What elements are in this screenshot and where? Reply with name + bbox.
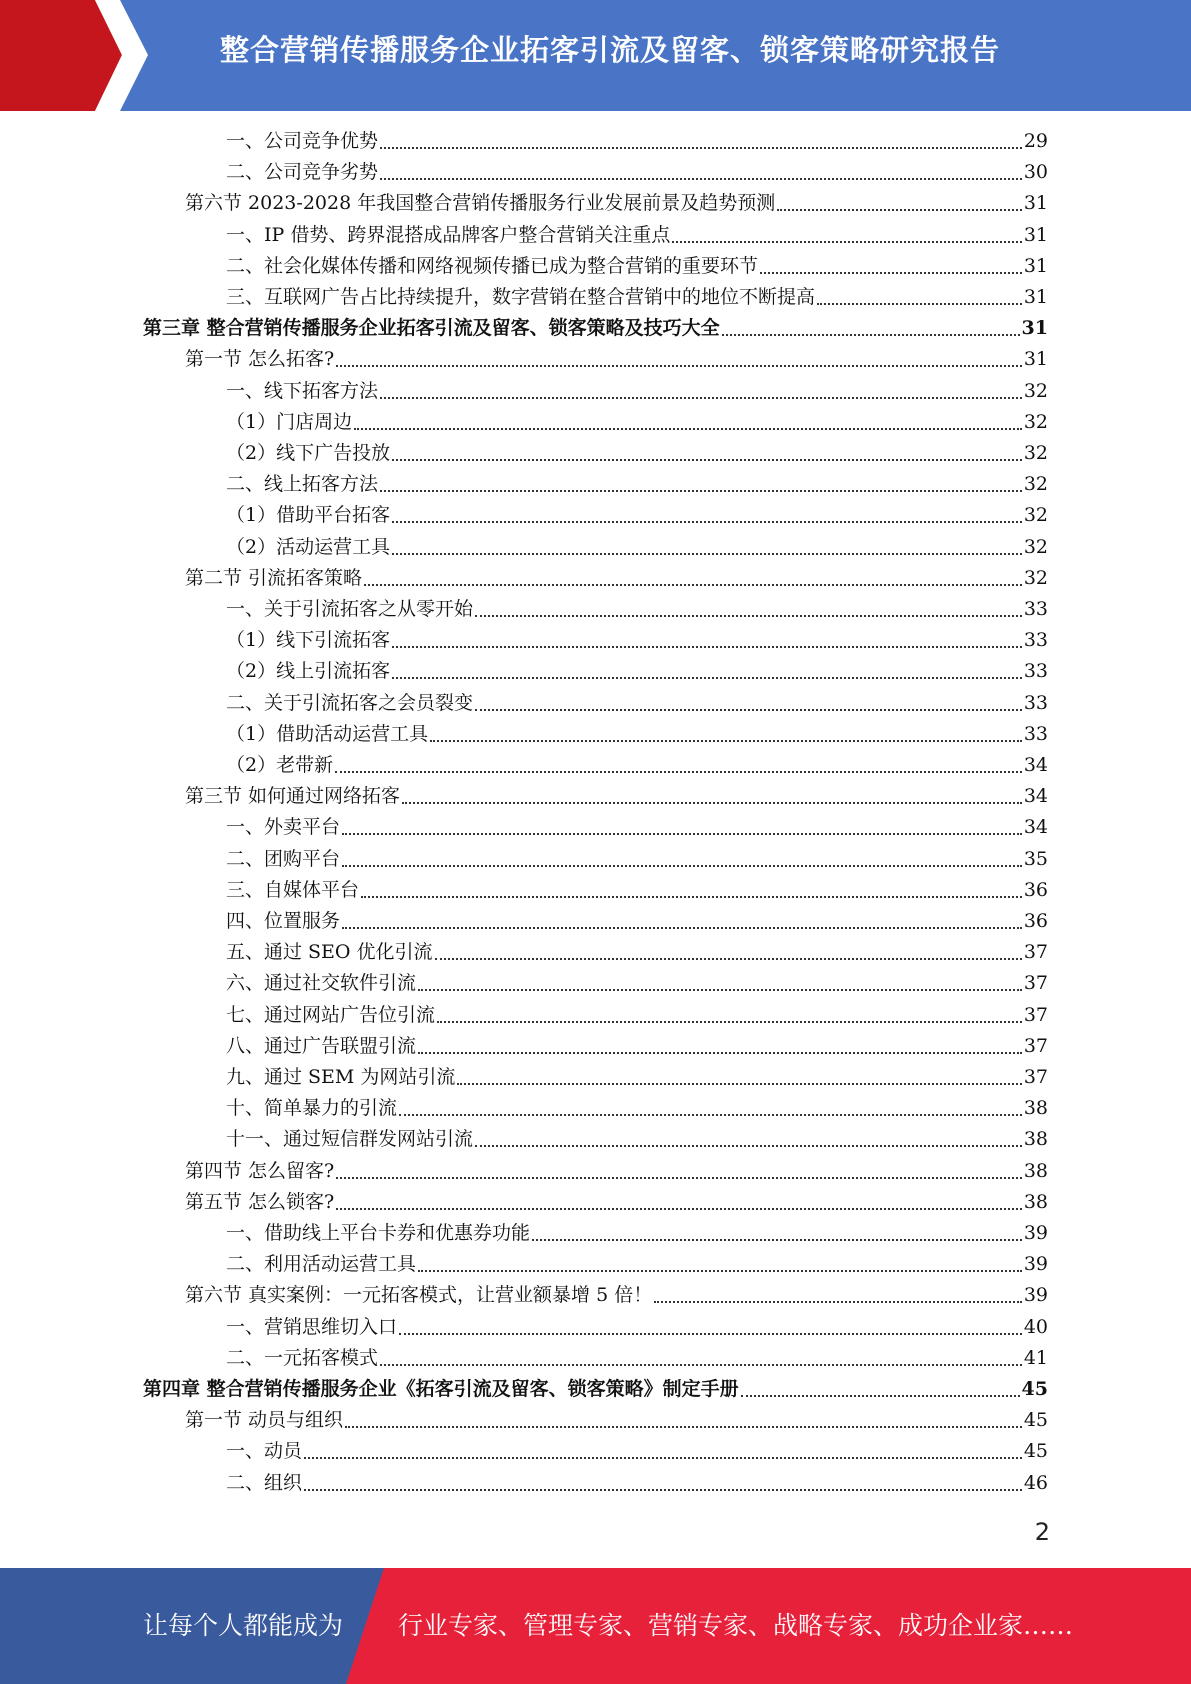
toc-entry-page: 30 [1023,161,1048,184]
toc-entry[interactable] [143,313,1048,343]
toc-entry-page: 29 [1023,130,1048,152]
toc-entry[interactable] [226,1062,1048,1092]
toc-entry-page: 37 [1023,972,1048,995]
toc-entry-label: 第六节 2023-2028 年我国整合营销传播服务行业发展前景及趋势预测 [185,192,776,215]
toc-leader-dots [392,459,1022,461]
toc-entry[interactable] [226,594,1048,624]
toc-entry-label: 一、营销思维切入口 [226,1315,398,1338]
toc-leader-dots [380,490,1022,492]
toc-leader-dots [475,615,1022,617]
toc-entry[interactable] [226,625,1048,655]
toc-leader-dots [342,865,1022,867]
toc-entry-label: 第六节 真实案例：一元拓客模式，让营业额暴增 5 倍！ [185,1284,653,1307]
toc-entry[interactable] [226,812,1048,842]
toc-entry[interactable] [185,344,1048,374]
toc-entry-page: 33 [1023,598,1048,620]
toc-entry-page: 45 [1023,1409,1048,1432]
toc-leader-dots [760,272,1022,274]
toc-entry[interactable] [185,1187,1048,1217]
toc-entry[interactable] [226,1031,1048,1061]
toc-entry-label: 二、关于引流拓客之会员裂变 [226,691,474,714]
toc-leader-dots [361,896,1022,898]
toc-leader-dots [402,802,1022,804]
toc-entry-page: 39 [1023,1284,1048,1307]
toc-leader-dots [392,553,1022,555]
toc-entry-page: 34 [1023,816,1048,839]
toc-entry-page: 46 [1023,1471,1048,1494]
toc-leader-dots [399,1333,1022,1335]
toc-leader-dots [672,241,1021,243]
toc-entry[interactable] [226,656,1048,686]
toc-entry[interactable] [226,438,1048,468]
toc-entry[interactable] [226,126,1048,156]
toc-leader-dots [457,1083,1021,1085]
toc-leader-dots [418,989,1022,991]
toc-entry-page: 31 [1023,223,1048,246]
toc-leader-dots [364,584,1022,586]
toc-entry-page: 32 [1023,504,1048,527]
toc-entry-label: 第四节 怎么留客? [185,1159,335,1182]
toc-entry-label: 第四章 整合营销传播服务企业《拓客引流及留客、锁客策略》制定手册 [143,1378,739,1400]
toc-leader-dots [475,709,1022,711]
toc-leader-dots [392,521,1022,523]
toc-entry-label: 五、通过 SEO 优化引流 [226,941,433,964]
toc-entry-label: 三、自媒体平台 [226,878,360,901]
toc-leader-dots [304,1489,1022,1491]
toc-entry-page: 31 [1023,286,1048,308]
page-footer [0,1568,1191,1684]
toc-leader-dots [532,1239,1022,1241]
toc-entry-label: 三、互联网广告占比持续提升，数字营销在整合营销中的地位不断提高 [226,286,816,308]
toc-leader-dots [741,1395,1020,1397]
toc-entry-page: 45 [1023,1440,1048,1463]
toc-entry-page: 31 [1021,317,1048,340]
toc-entry[interactable] [185,1156,1048,1186]
toc-entry[interactable] [226,1312,1048,1342]
toc-leader-dots [475,1145,1022,1147]
toc-entry[interactable] [185,188,1048,218]
toc-leader-dots [392,646,1022,648]
toc-entry-page: 33 [1023,660,1048,683]
toc-entry-page: 34 [1023,754,1048,776]
toc-entry-label: 二、线上拓客方法 [226,473,379,496]
toc-leader-dots [430,740,1022,742]
toc-entry-label: （2）线下广告投放 [226,442,391,464]
toc-leader-dots [380,1364,1022,1366]
toc-leader-dots [418,1270,1022,1272]
toc-entry-label: （2）线上引流拓客 [226,660,391,683]
toc-entry-page: 36 [1023,878,1048,901]
toc-entry-page: 32 [1023,379,1048,402]
toc-entry[interactable] [185,1405,1048,1435]
toc-entry-label: 六、通过社交软件引流 [226,972,417,995]
toc-entry[interactable] [226,1000,1048,1030]
toc-entry[interactable] [185,1280,1048,1310]
toc-entry-page: 36 [1023,910,1048,932]
toc-entry-page: 40 [1023,1315,1048,1338]
toc-entry-page: 31 [1023,254,1048,277]
toc-entry-label: 二、社会化媒体传播和网络视频传播已成为整合营销的重要环节 [226,254,759,277]
toc-entry-label: 一、借助线上平台卡券和优惠券功能 [226,1222,531,1244]
toc-entry-label: 一、动员 [226,1440,303,1463]
toc-entry[interactable] [185,563,1048,593]
toc-entry[interactable] [226,906,1048,936]
toc-entry[interactable] [226,500,1048,530]
toc-entry-page: 31 [1023,348,1048,371]
toc-leader-dots [437,1021,1022,1023]
toc-entry-page: 38 [1023,1128,1048,1151]
toc-entry-label: 一、线下拓客方法 [226,379,379,402]
toc-entry-label: （1）借助活动运营工具 [226,722,429,745]
toc-entry[interactable] [226,376,1048,406]
toc-entry-label: 二、组织 [226,1471,303,1494]
toc-entry[interactable] [143,1374,1048,1404]
page-header [0,0,1191,111]
toc-entry-page: 32 [1023,566,1048,589]
toc-entry[interactable] [226,844,1048,874]
toc-entry[interactable] [226,1468,1048,1498]
toc-entry-page: 38 [1023,1159,1048,1182]
toc-leader-dots [777,209,1022,211]
toc-entry-page: 32 [1023,410,1048,433]
toc-entry[interactable] [226,750,1048,780]
toc-leader-dots [345,1426,1022,1428]
toc-leader-dots [304,1457,1022,1459]
toc-leader-dots [380,147,1022,149]
toc-entry[interactable] [226,407,1048,437]
toc-leader-dots [335,771,1022,773]
toc-entry-label: 十、简单暴力的引流 [226,1097,398,1120]
toc-entry-label: 一、关于引流拓客之从零开始 [226,598,474,620]
toc-leader-dots [392,677,1022,679]
toc-entry-label: 十一、通过短信群发网站引流 [226,1128,474,1151]
toc-entry-label: （2）活动运营工具 [226,535,391,558]
toc-entry-label: 八、通过广告联盟引流 [226,1034,417,1057]
toc-entry-label: （1）线下引流拓客 [226,629,391,652]
toc-entry-page: 37 [1023,1034,1048,1057]
report-title: 整合营销传播服务企业拓客引流及留客、锁客策略研究报告 [220,33,1001,67]
toc-entry-page: 32 [1023,535,1048,558]
toc-entry-page: 45 [1021,1378,1048,1400]
toc-entry[interactable] [226,469,1048,499]
toc-entry-label: （1）门店周边 [226,410,353,433]
toc-entry[interactable] [226,1124,1048,1154]
toc-entry[interactable] [226,719,1048,749]
toc-entry-label: 二、团购平台 [226,847,341,870]
toc-entry-page: 39 [1023,1253,1048,1276]
toc-entry[interactable] [226,157,1048,187]
toc-entry-label: （1）借助平台拓客 [226,504,391,527]
toc-entry[interactable] [226,282,1048,312]
footer-slogan-right: 行业专家、管理专家、营销专家、战略专家、成功企业家…… [398,1611,1074,1640]
toc-entry-page: 32 [1023,442,1048,464]
toc-entry-label: 第二节 引流拓客策略 [185,566,363,589]
toc-entry-page: 37 [1023,1003,1048,1026]
toc-entry-page: 33 [1023,629,1048,652]
toc-entry[interactable] [226,1093,1048,1123]
toc-entry-label: 第一节 动员与组织 [185,1409,344,1432]
toc-entry-label: 二、利用活动运营工具 [226,1253,417,1276]
toc-leader-dots [336,365,1022,367]
toc-leader-dots [399,1114,1022,1116]
toc-entry-label: （2）老带新 [226,754,334,776]
toc-leader-dots [342,833,1022,835]
toc-entry-page: 39 [1023,1222,1048,1244]
toc-leader-dots [380,397,1022,399]
toc-leader-dots [654,1301,1022,1303]
toc-leader-dots [342,927,1022,929]
toc-entry[interactable] [185,781,1048,811]
toc-leader-dots [380,178,1022,180]
toc-entry-page: 31 [1023,192,1048,215]
toc-entry-label: 九、通过 SEM 为网站引流 [226,1066,456,1088]
toc-leader-dots [336,1208,1022,1210]
toc-entry-label: 一、IP 借势、跨界混搭成品牌客户整合营销关注重点 [226,223,671,246]
toc-entry-label: 一、外卖平台 [226,816,341,839]
toc-entry-page: 41 [1023,1346,1048,1369]
toc-entry[interactable] [226,251,1048,281]
toc-entry-label: 第五节 怎么锁客? [185,1190,335,1213]
toc-entry-label: 第三节 如何通过网络拓客 [185,785,401,808]
toc-entry[interactable] [226,968,1048,998]
toc-entry-label: 四、位置服务 [226,910,341,932]
toc-entry-page: 37 [1023,941,1048,964]
toc-entry-page: 38 [1023,1190,1048,1213]
toc-entry[interactable] [226,1436,1048,1466]
toc-entry[interactable] [226,688,1048,718]
toc-entry[interactable] [226,532,1048,562]
toc-entry[interactable] [226,937,1048,967]
toc-entry-label: 第一节 怎么拓客? [185,348,335,371]
toc-leader-dots [354,428,1022,430]
toc-entry-label: 二、公司竞争劣势 [226,161,379,184]
toc-entry[interactable] [226,220,1048,250]
toc-entry[interactable] [226,1343,1048,1373]
toc-entry-label: 二、一元拓客模式 [226,1346,379,1369]
toc-leader-dots [418,1052,1022,1054]
toc-entry-page: 32 [1023,473,1048,496]
toc-leader-dots [435,958,1022,960]
toc-entry-label: 一、公司竞争优势 [226,130,379,152]
toc-leader-dots [722,334,1020,336]
toc-entry-label: 七、通过网站广告位引流 [226,1003,436,1026]
toc-entry-page: 34 [1023,785,1048,808]
toc-entry-page: 33 [1023,691,1048,714]
toc-entry-label: 第三章 整合营销传播服务企业拓客引流及留客、锁客策略及技巧大全 [143,317,720,340]
toc-entry[interactable] [226,1249,1048,1279]
toc-leader-dots [817,303,1022,305]
toc-entry[interactable] [226,875,1048,905]
footer-slogan-left: 让每个人都能成为 [143,1611,344,1640]
toc-entry-page: 35 [1023,847,1048,870]
toc-entry[interactable] [226,1218,1048,1248]
page-number: 2 [1034,1518,1050,1546]
toc-entry-page: 33 [1023,722,1048,745]
toc-leader-dots [336,1177,1022,1179]
toc-entry-page: 38 [1023,1097,1048,1120]
toc-entry-page: 37 [1023,1066,1048,1088]
